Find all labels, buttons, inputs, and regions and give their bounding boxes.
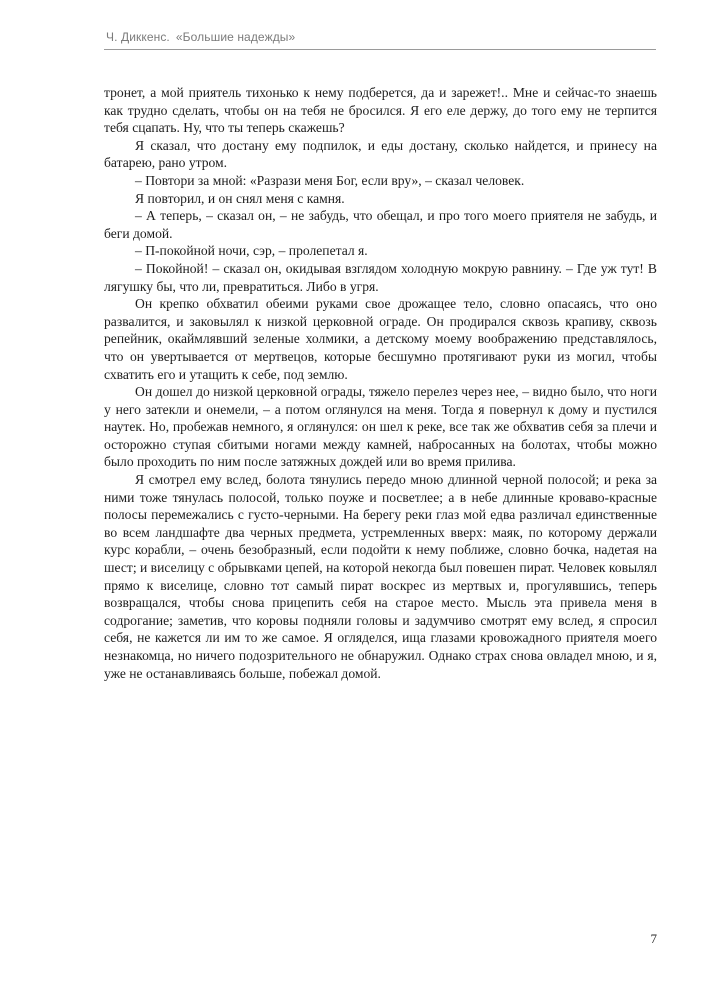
paragraph: – Повтори за мной: «Разрази меня Бог, если вру», – сказал человек. xyxy=(135,172,525,188)
paragraph: Он крепко обхватил обеими руками свое дрожащее тело, словно опасаясь, что оно развалится, и заковылял к низкой церковной ограде. Он продирался сквозь крапиву, сквозь репейник, окаймлявший зеленые холмики, а детскому моему воображению представлялось, что он увертывается от мертвецов, которые бесшумно протягивают руки из могил, чтобы схватить его и утащить к себе, под землю. xyxy=(104,296,657,382)
paragraph: Я сказал, что достану ему подпилок, и еды достану, сколько найдется, и принесу на батарею, рано утром. xyxy=(104,137,657,171)
paragraph: – Покойной! – сказал он, окидывая взглядом холодную мокрую равнину. – Где уж тут! В лягушку бы, что ли, превратиться. Либо в угря. xyxy=(104,260,657,294)
page-number: 7 xyxy=(650,931,657,946)
running-header xyxy=(106,30,295,44)
paragraph: Я смотрел ему вслед, болота тянулись передо мною длинной черной полосой; и река за ними тоже тянулась полосой, только поуже и посветлее; а в небе длинные кроваво-красные полосы перемежались с густо-черными. На берегу реки глаз мой едва различал единственные во всем ландшафте два черных предмета, устремленных вверх: маяк, по которому держали курс корабли, – очень безобразный, если подойти к нему поближе, словно бочка, надетая на шест; и виселицу с обрывками цепей, на которой некогда был повешен пират. Человек ковылял прямо к виселице, словно тот самый пират воскрес из мертвых и, прогулявшись, теперь возвращался, чтобы снова прицепить себя на старое место. Мысль эта привела меня в содрогание; заметив, что коровы подняли головы и задумчиво смотрят ему вслед, я спросил себя, не кажется ли им то же самое. Я огляделся, ища глазами кровожадного приятеля моего незнакомца, но ничего подозрительного не обнаружил. Однако страх снова овладел мною, и я, уже не останавливаясь больше, побежал домой. xyxy=(104,472,657,681)
paragraph: Он дошел до низкой церковной ограды, тяжело перелез через нее, – видно было, что ноги у него затекли и онемели, – а потом оглянулся на меня. Тогда я повернул к дому и пустился наутек. Но, пробежав немного, я оглянулся: он шел к реке, все так же обхватив себя за плечи и осторожно ступая сбитыми ногами между камней, набросанных на болотах, чтобы можно было проходить по ним после затяжных дождей или во время прилива. xyxy=(104,384,657,470)
paragraph: – П-покойной ночи, сэр, – пролепетал я. xyxy=(135,243,368,259)
header-title: «Большие надежды» xyxy=(175,30,296,44)
header-rule xyxy=(104,49,656,50)
header-author: Ч. Диккенс. xyxy=(106,30,170,44)
paragraph: – А теперь, – сказал он, – не забудь, что обещал, и про того моего приятеля не забудь, и беги домой. xyxy=(104,208,657,241)
body-text xyxy=(104,84,657,682)
paragraph: тронет, а мой приятель тихонько к нему подберется, да и зарежет!.. Мне и сейчас-то знаешь как трудно сделать, чтобы он на тебя не бросился. Я его еле держу, до того ему не терпится тебя сцапать. Ну, что ты теперь скажешь? xyxy=(104,85,657,136)
paragraph: Я повторил, и он снял меня с камня. xyxy=(135,190,345,206)
